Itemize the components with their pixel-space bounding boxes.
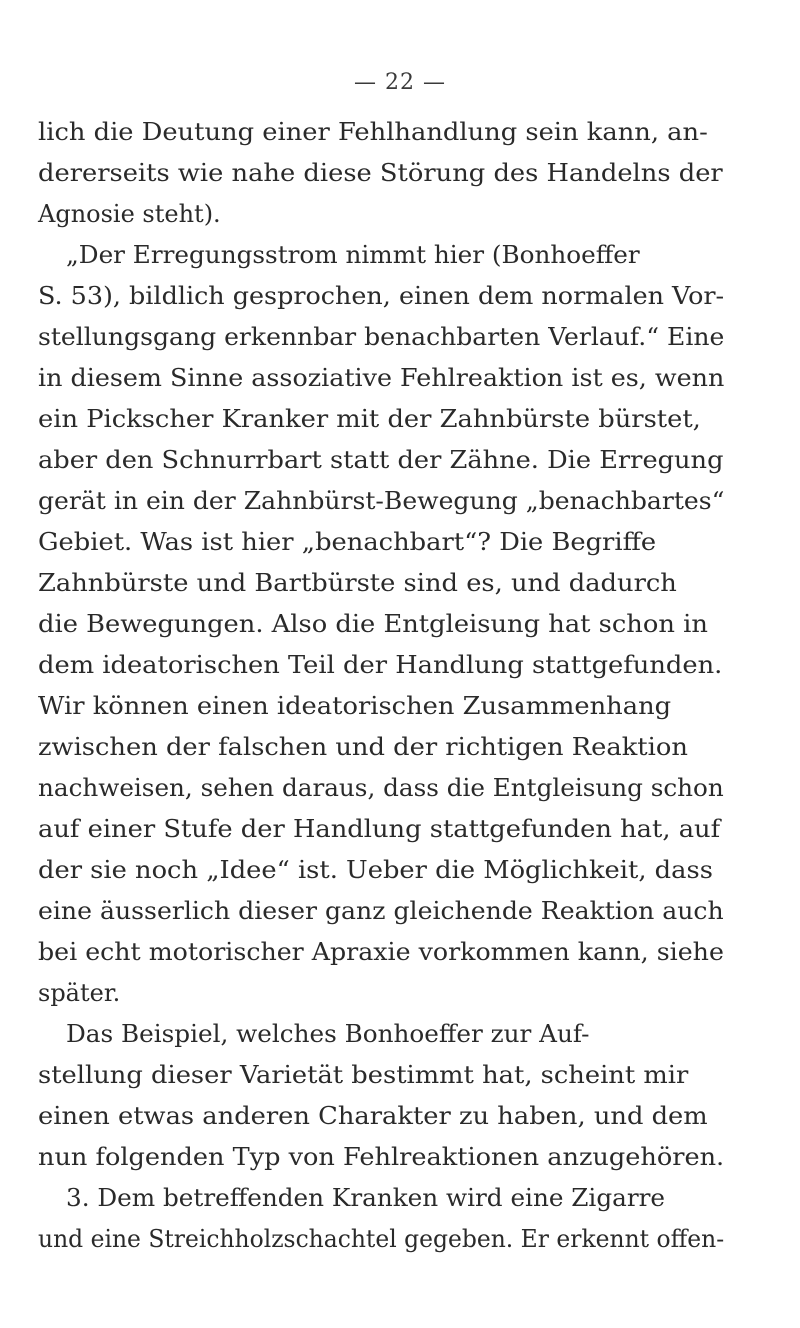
text-line: S. 53), bildlich gesprochen, einen dem normalen Vor- bbox=[38, 282, 725, 310]
text-line: Zahnbürste und Bartbürste sind es, und dadurch bbox=[38, 569, 677, 597]
text-line: auf einer Stufe der Handlung stattgefunden hat, auf bbox=[38, 815, 721, 843]
text-line: nachweisen, sehen daraus, dass die Entgleisung schon bbox=[38, 774, 724, 802]
text-line: stellung dieser Varietät bestimmt hat, scheint mir bbox=[38, 1061, 689, 1089]
text-line: Gebiet. Was ist hier „benachbart“? Die Begriffe bbox=[38, 528, 657, 556]
text-line: aber den Schnurrbart statt der Zähne. Die Erregung bbox=[38, 446, 724, 474]
text-line: nun folgenden Typ von Fehlreaktionen anzugehören. bbox=[38, 1143, 725, 1171]
text-line: der sie noch „Idee“ ist. Ueber die Möglichkeit, dass bbox=[38, 856, 713, 884]
text-line: gerät in ein der Zahnbürst-Bewegung „benachbartes“ bbox=[38, 487, 725, 515]
text-line: bei echt motorischer Apraxie vorkommen kann, siehe bbox=[38, 938, 724, 966]
text-line: dererseits wie nahe diese Störung des Handelns der bbox=[38, 159, 723, 187]
text-line: eine äusserlich dieser ganz gleichende Reaktion auch bbox=[38, 897, 724, 925]
text-line: dem ideatorischen Teil der Handlung stattgefunden. bbox=[38, 651, 723, 679]
text-line: ein Pickscher Kranker mit der Zahnbürste bürstet, bbox=[38, 405, 701, 433]
page-number: — 22 — bbox=[354, 70, 446, 95]
text-line: Wir können einen ideatorischen Zusammenhang bbox=[38, 692, 672, 720]
text-line: zwischen der falschen und der richtigen Reaktion bbox=[38, 733, 688, 761]
text-line: in diesem Sinne assoziative Fehlreaktion ist es, wenn bbox=[38, 364, 725, 392]
text-line: stellungsgang erkennbar benachbarten Verlauf.“ Eine bbox=[38, 323, 725, 351]
text-line: später. bbox=[38, 979, 121, 1007]
text-line: die Bewegungen. Also die Entgleisung hat schon in bbox=[38, 610, 708, 638]
text-line: einen etwas anderen Charakter zu haben, und dem bbox=[38, 1102, 708, 1130]
text-line: Agnosie steht). bbox=[38, 200, 221, 228]
text-line: und eine Streichholzschachtel gegeben. Er erkennt offen- bbox=[38, 1225, 725, 1253]
text-line: lich die Deutung einer Fehlhandlung sein kann, an- bbox=[38, 118, 708, 146]
text-line: „Der Erregungsstrom nimmt hier (Bonhoeffer bbox=[66, 241, 640, 269]
text-line: Das Beispiel, welches Bonhoeffer zur Auf- bbox=[66, 1020, 590, 1048]
text-line: 3. Dem betreffenden Kranken wird eine Zigarre bbox=[66, 1184, 666, 1212]
